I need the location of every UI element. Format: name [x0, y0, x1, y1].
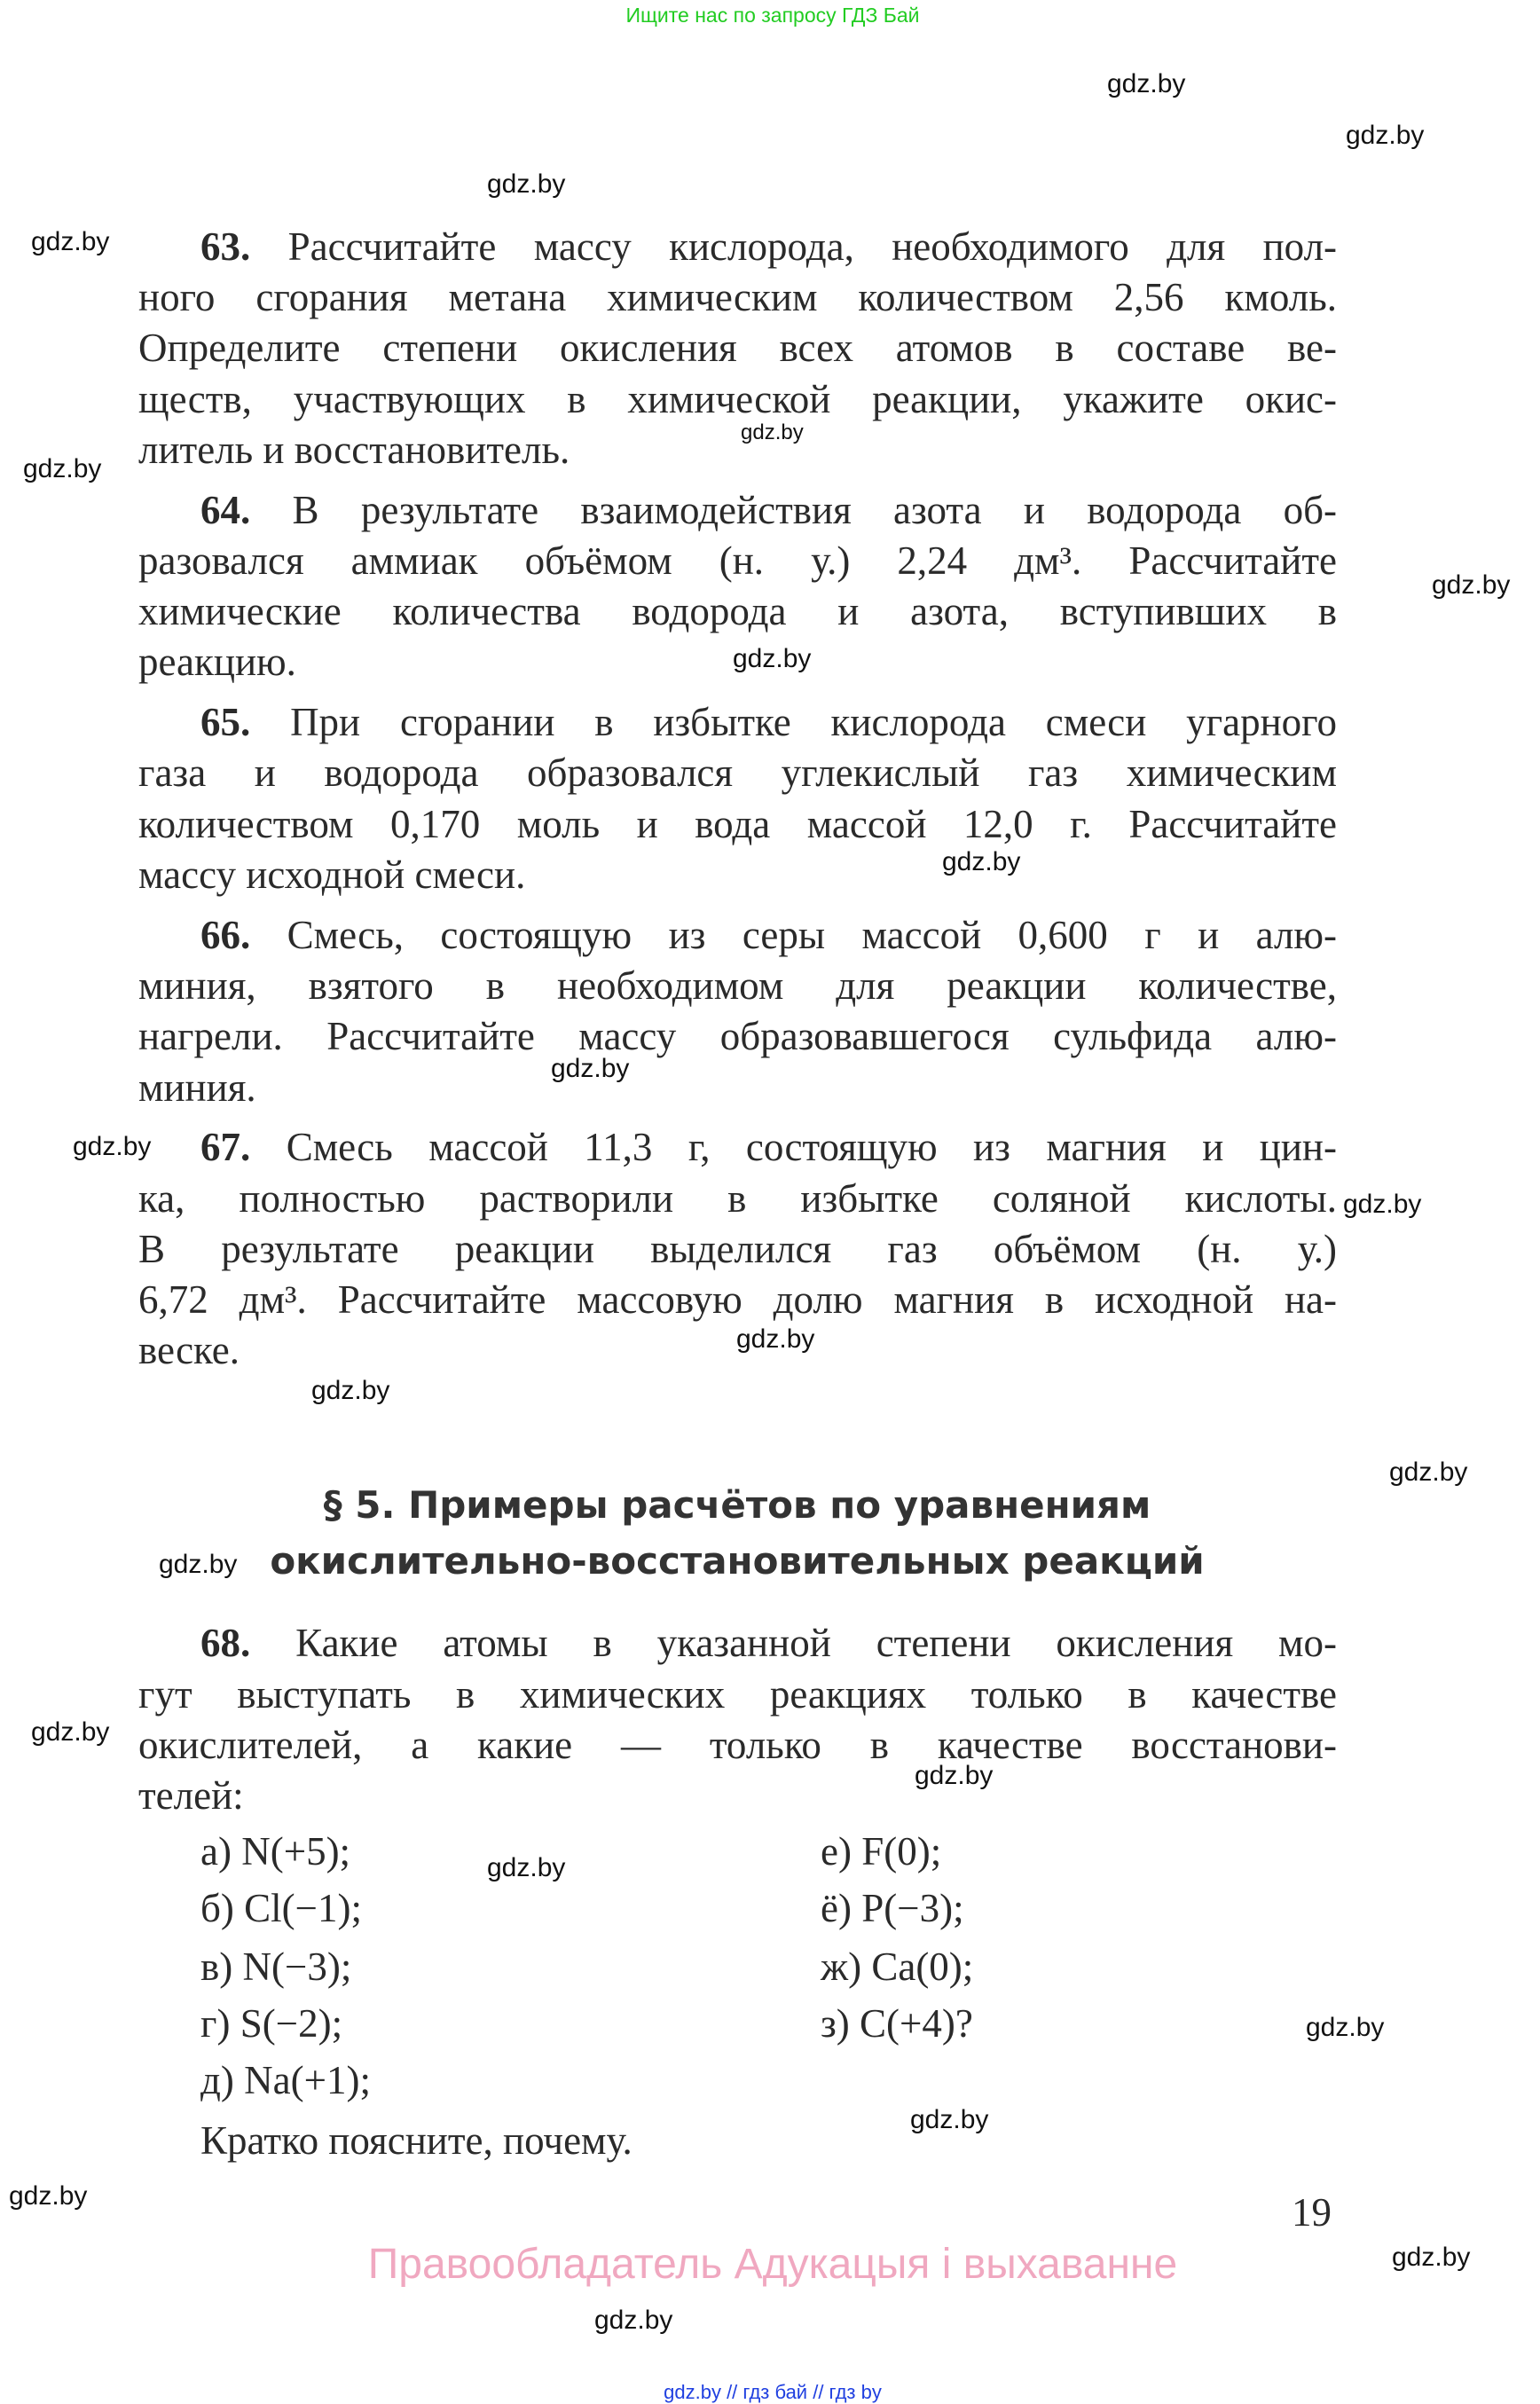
- search-hint-link[interactable]: Ищите нас по запросу ГДЗ Бай: [625, 4, 920, 27]
- paragraph-line: [200, 1618, 1337, 1669]
- paragraph-line: [138, 1771, 1337, 1821]
- option-item: в) N(−3);: [200, 1944, 352, 1989]
- gdz-watermark: gdz.by: [1392, 2243, 1471, 2272]
- line-text: В результате реакции выделился газ объёмом (н. у.): [138, 1227, 1337, 1271]
- option-item: е) F(0);: [821, 1829, 942, 1874]
- gdz-watermark: gdz.by: [311, 1376, 390, 1405]
- gdz-watermark: gdz.by: [9, 2181, 88, 2211]
- gdz-watermark: gdz.by: [594, 2306, 673, 2335]
- line-text: газа и водорода образовался углекислый газ химическим: [138, 750, 1337, 795]
- option-item: ж) Ca(0);: [821, 1944, 974, 1989]
- line-text: Рассчитайте массу кислорода, необходимого для пол-: [287, 224, 1338, 269]
- line-text: ного сгорания метана химическим количеством 2,56 кмоль.: [138, 275, 1337, 319]
- paragraph-line: [138, 748, 1337, 798]
- problem-number: 64.: [200, 488, 251, 532]
- problem-number: 68.: [200, 1621, 251, 1665]
- page-number: 19: [1292, 2190, 1332, 2235]
- gdz-watermark: gdz.by: [31, 1717, 110, 1747]
- gdz-watermark: gdz.by: [31, 227, 110, 256]
- paragraph-line: [138, 847, 1337, 900]
- gdz-watermark: gdz.by: [73, 1132, 152, 1161]
- gdz-watermark: gdz.by: [1306, 2013, 1385, 2042]
- paragraph-line: [138, 536, 1337, 586]
- line-text: нагрели. Рассчитайте массу образовавшегося сульфида алю-: [138, 1014, 1337, 1058]
- problem-number: 66.: [200, 913, 251, 957]
- paragraph-line: [138, 323, 1337, 373]
- paragraph-line: [138, 374, 1337, 425]
- option-item: д) Na(+1);: [200, 2058, 371, 2102]
- copyright-watermark: Правообладатель Адукацыя і выхаванне: [367, 2241, 1178, 2288]
- line-text: Смесь массой 11,3 г, состоящую из магния и цин-: [286, 1125, 1337, 1169]
- problem-number: 67.: [200, 1125, 251, 1169]
- gdz-watermark: gdz.by: [910, 2105, 989, 2134]
- line-text: Какие атомы в указанной степени окисления мо-: [295, 1621, 1338, 1665]
- option-item: ё) P(−3);: [821, 1886, 964, 1930]
- gdz-watermark: gdz.by: [551, 1054, 630, 1083]
- line-text: гут выступать в химических реакциях только в качестве: [138, 1672, 1337, 1717]
- gdz-watermark: gdz.by: [23, 454, 102, 483]
- option-item: б) Cl(−1);: [200, 1886, 362, 1930]
- line-text: литель и восстановитель.: [138, 428, 570, 472]
- line-text: При сгорании в избытке кислорода смеси угарного: [290, 700, 1338, 744]
- paragraph-line: [200, 697, 1337, 748]
- paragraph-line: [200, 910, 1337, 961]
- line-text: телей:: [138, 1773, 244, 1818]
- problem-number: 63.: [200, 224, 251, 269]
- paragraph-line: [200, 1122, 1337, 1173]
- option-item: з) C(+4)?: [821, 2001, 973, 2046]
- gdz-watermark: gdz.by: [1107, 69, 1186, 98]
- gdz-watermark: gdz.by: [741, 420, 804, 444]
- section-title: окислительно-восстановительных реакций: [270, 1539, 1205, 1583]
- gdz-watermark: gdz.by: [487, 1853, 566, 1882]
- line-text: количеством 0,170 моль и вода массой 12,0 г. Рассчитайте: [138, 802, 1337, 846]
- gdz-watermark: gdz.by: [915, 1761, 994, 1790]
- closing-text: Кратко поясните, почему.: [200, 2118, 632, 2163]
- gdz-watermark: gdz.by: [1343, 1190, 1422, 1219]
- paragraph-line: [200, 485, 1337, 536]
- footer-links[interactable]: gdz.by // гдз бай // гдз by: [664, 2381, 882, 2403]
- line-text: Определите степени окисления всех атомов в составе ве-: [138, 326, 1337, 370]
- line-text: окислителей, а какие — только в качестве восстанови-: [138, 1723, 1337, 1767]
- gdz-watermark: gdz.by: [487, 169, 566, 199]
- paragraph-line: [138, 1275, 1337, 1325]
- line-text: реакцию.: [138, 640, 296, 684]
- gdz-watermark: gdz.by: [1389, 1457, 1468, 1487]
- line-text: ка, полностью растворили в избытке соляной кислоты.: [138, 1176, 1337, 1221]
- gdz-watermark: gdz.by: [736, 1324, 815, 1354]
- section-title: § 5. Примеры расчётов по уравнениям: [323, 1483, 1151, 1527]
- gdz-watermark: gdz.by: [1432, 570, 1511, 600]
- problem-number: 65.: [200, 700, 251, 744]
- line-text: веске.: [138, 1328, 240, 1372]
- paragraph-line: [138, 586, 1337, 637]
- option-item: г) S(−2);: [200, 2001, 343, 2046]
- option-item: а) N(+5);: [200, 1829, 351, 1874]
- paragraph-line: [138, 1063, 1337, 1113]
- line-text: массу исходной смеси.: [138, 852, 526, 897]
- line-text: ществ, участвующих в химической реакции, укажите окис-: [138, 377, 1337, 421]
- line-text: миния.: [138, 1065, 256, 1110]
- line-text: Смесь, состоящую из серы массой 0,600 г и алю-: [287, 913, 1338, 957]
- paragraph-line: [138, 1224, 1337, 1275]
- paragraph-line: [138, 425, 1337, 475]
- paragraph-line: [138, 1174, 1337, 1224]
- gdz-watermark: gdz.by: [159, 1550, 238, 1579]
- line-text: 6,72 дм³. Рассчитайте массовую долю магния в исходной на-: [138, 1277, 1337, 1322]
- gdz-watermark: gdz.by: [733, 644, 812, 673]
- paragraph-line: [138, 1669, 1337, 1720]
- line-text: миния, взятого в необходимом для реакции количестве,: [138, 963, 1337, 1008]
- paragraph-line: [200, 222, 1337, 272]
- line-text: химические количества водорода и азота, вступивших в: [138, 589, 1337, 633]
- line-text: разовался аммиак объёмом (н. у.) 2,24 дм³. Рассчитайте: [138, 538, 1337, 583]
- line-text: В результате взаимодействия азота и водорода об-: [292, 488, 1337, 532]
- paragraph-line: [138, 272, 1337, 323]
- paragraph-line: [138, 961, 1337, 1011]
- paragraph-line: [138, 799, 1337, 850]
- gdz-watermark: gdz.by: [1346, 121, 1425, 150]
- gdz-watermark: gdz.by: [942, 847, 1021, 876]
- paragraph-line: [138, 1720, 1337, 1771]
- paragraph-line: [138, 1011, 1337, 1062]
